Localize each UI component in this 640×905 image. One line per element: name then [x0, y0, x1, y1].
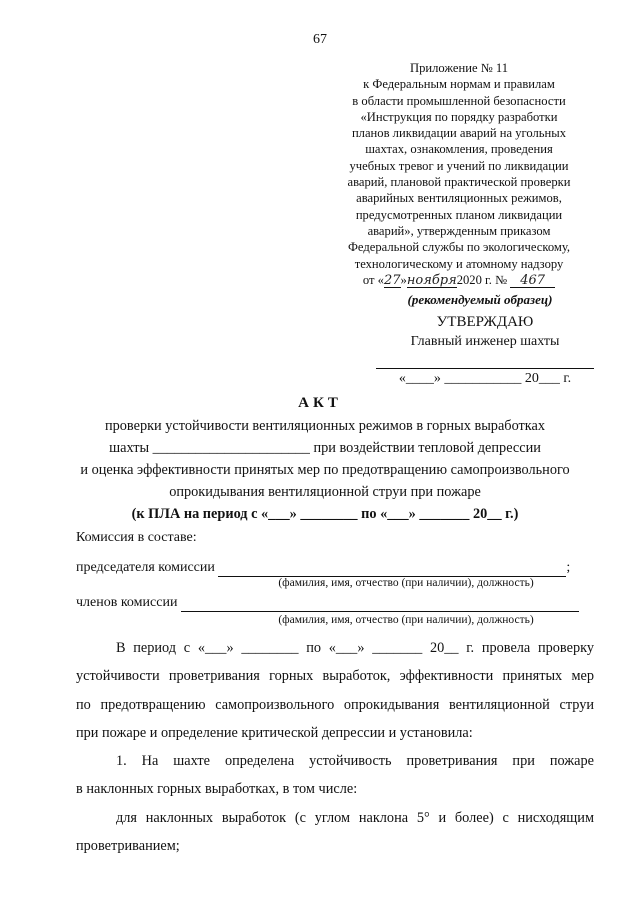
appendix-line: учебных тревог и учений по ликвидации [349, 158, 569, 173]
sample-label: (рекомендуемый образец) [407, 292, 553, 307]
body-line: по предотвращению самопроизвольного опрокидывания вентиляционной струи [76, 696, 594, 713]
appendix-line: технологическому и атомному надзору [354, 256, 564, 271]
chairman-row [76, 560, 596, 577]
members-caption: (фамилия, имя, отчество (при наличии), должность) [278, 614, 534, 626]
act-body [76, 634, 594, 860]
act-subtitle-line: и оценка эффективности принятых мер по предотвращению самопроизвольного [80, 462, 570, 478]
date-day-handwritten: 27 [383, 272, 401, 288]
chairman-field[interactable] [218, 560, 566, 577]
page-number: 67 [313, 32, 327, 47]
appendix-block [338, 60, 580, 288]
chairman-label: председателя комиссии [76, 560, 215, 575]
date-mid: » [400, 272, 407, 287]
commission-block [76, 530, 596, 626]
appendix-line: аварийных вентиляционных режимов, [356, 191, 562, 206]
order-date-line [338, 272, 580, 288]
act-subtitle-line: шахты ______________________ при воздействии тепловой депрессии [109, 440, 541, 456]
approve-title: УТВЕРЖДАЮ [436, 314, 534, 330]
signature-line [376, 360, 594, 369]
approve-date: «____» ___________ 20___ г. [398, 371, 572, 386]
act-title: АКТ [298, 395, 342, 411]
members-label: членов комиссии [76, 595, 178, 610]
members-field[interactable] [181, 595, 579, 612]
appendix-line: Федеральной службы по экологическому, [347, 240, 571, 255]
body-line: проветриванием; [76, 838, 180, 855]
body-line: устойчивости проветривания горных выработок, эффективности принятых мер [76, 668, 594, 685]
body-line: в наклонных горных выработках, в том числе: [76, 781, 358, 798]
chairman-caption: (фамилия, имя, отчество (при наличии), должность) [278, 577, 534, 589]
approval-block [370, 314, 600, 387]
appendix-line: Приложение № 11 [409, 61, 509, 75]
appendix-line: в области промышленной безопасности [352, 93, 566, 108]
order-number-handwritten: 467 [510, 275, 555, 288]
act-period-line: (к ПЛА на период с «___» ________ по «___» _______ 20__ г.) [131, 506, 519, 522]
act-subtitle-line: опрокидывания вентиляционной струи при пожаре [169, 484, 481, 500]
approve-position: Главный инженер шахты [410, 334, 560, 349]
act-subtitle [60, 415, 590, 525]
date-year: 2020 г. № [456, 272, 508, 287]
body-line: В период с «___» ________ по «___» _______ 20__ г. провела проверку [116, 640, 594, 656]
appendix-line: аварий», утвержденным приказом [367, 223, 551, 238]
appendix-line: «Инструкция по порядку разработки [360, 109, 558, 124]
commission-heading: Комиссия в составе: [76, 530, 197, 545]
date-month-handwritten: ноября [406, 272, 457, 288]
appendix-line: предусмотренных планом ликвидации [355, 207, 563, 222]
date-prefix: от « [362, 272, 384, 287]
appendix-line: шахтах, ознакомления, проведения [365, 142, 553, 157]
members-row [76, 595, 596, 612]
body-line: при пожаре и определение критической депрессии и установила: [76, 724, 473, 741]
appendix-line: аварий, плановой практической проверки [347, 175, 571, 190]
body-line: 1. На шахте определена устойчивость проветривания при пожаре [116, 753, 594, 770]
act-subtitle-line: проверки устойчивости вентиляционных режимов в горных выработках [104, 418, 545, 434]
body-line: для наклонных выработок (с углом наклона 5° и более) с нисходящим [116, 809, 594, 826]
appendix-line: планов ликвидации аварий на угольных [351, 126, 567, 141]
chairman-end: ; [566, 560, 571, 575]
appendix-line: к Федеральным нормам и правилам [363, 77, 555, 92]
